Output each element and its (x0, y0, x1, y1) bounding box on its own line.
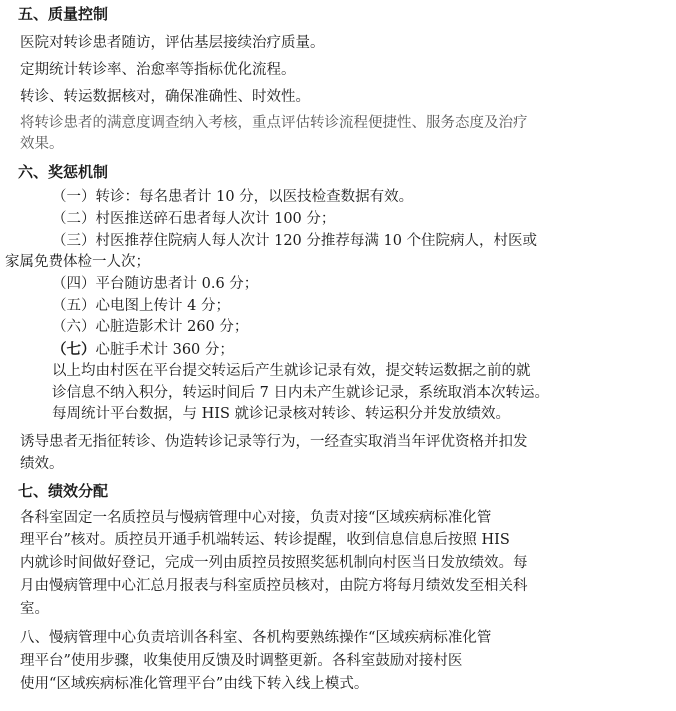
reward-item-5: （五）心电图上传计 4 分； (52, 298, 230, 314)
training-para-line-1: 八、慢病管理中心负责培训各科室、各机构要熟练操作“区域疾病标准化管 (20, 630, 492, 646)
allocation-para-line-3: 内就诊时间做好登记，完成一列由质控员按照奖惩机制向村医当日发放绩效。每 (20, 555, 528, 571)
reward-item-7-text: 心脏手术计 360 分； (95, 342, 234, 358)
reward-item-3-line-1: （三）村医推荐住院病人每人次计 120 分推荐每满 10 个住院病人，村医或 (52, 233, 538, 249)
section-5-line-1: 医院对转诊患者随访，评估基层接续治疗质量。 (20, 35, 325, 51)
reward-item-7-marker: （七） (52, 341, 96, 358)
section-6-heading: 六、奖惩机制 (18, 163, 109, 181)
satisfaction-line-2: 效果。 (20, 136, 64, 152)
penalty-line-1: 诱导患者无指征转诊、伪造转诊记录等行为，一经查实取消当年评优资格并扣发 (20, 434, 528, 450)
reward-item-6: （六）心脏造影术计 260 分； (52, 319, 249, 335)
reward-note-line-1: 以上均由村医在平台提交转运后产生就诊记录有效，提交转运数据之前的就 (52, 363, 531, 379)
allocation-para-line-1: 各科室固定一名质控员与慢病管理中心对接，负责对接“区域疾病标准化管 (20, 510, 492, 526)
allocation-para-line-5: 室。 (20, 601, 49, 617)
section-5-heading: 五、质量控制 (18, 5, 109, 23)
satisfaction-line-1: 将转诊患者的满意度调查纳入考核，重点评估转诊流程便捷性、服务态度及治疗 (20, 115, 528, 131)
section-5-line-2: 定期统计转诊率、治愈率等指标优化流程。 (20, 62, 296, 78)
training-para-line-2: 理平台”使用步骤，收集使用反馈及时调整更新。各科室鼓励对接村医 (20, 653, 463, 669)
reward-item-2: （二）村医推送碎石患者每人次计 100 分； (52, 211, 336, 227)
section-5-line-3: 转诊、转运数据核对，确保准确性、时效性。 (20, 89, 310, 105)
reward-note-line-2: 诊信息不纳入积分，转运时间后 7 日内未产生就诊记录，系统取消本次转运。 (52, 385, 549, 401)
reward-item-4: （四）平台随访患者计 0.6 分； (52, 276, 259, 292)
section-7-heading: 七、绩效分配 (18, 482, 109, 500)
reward-item-1: （一）转诊：每名患者计 10 分，以医技检查数据有效。 (52, 189, 414, 205)
allocation-para-line-2: 理平台”核对。质控员开通手机端转运、转诊提醒，收到信息信息后按照 HIS (20, 532, 510, 548)
reward-item-3-line-2: 家属免费体检一人次； (5, 254, 150, 270)
allocation-para-line-4: 月由慢病管理中心汇总月报表与科室质控员核对，由院方将每月绩效发至相关科 (20, 578, 528, 594)
reward-note-line-3: 每周统计平台数据，与 HIS 就诊记录核对转诊、转运积分并发放绩效。 (52, 406, 511, 422)
penalty-line-2: 绩效。 (20, 456, 64, 472)
training-para-line-3: 使用“区域疾病标准化管理平台”由线下转入线上模式。 (20, 676, 369, 692)
reward-item-7 (52, 339, 234, 361)
